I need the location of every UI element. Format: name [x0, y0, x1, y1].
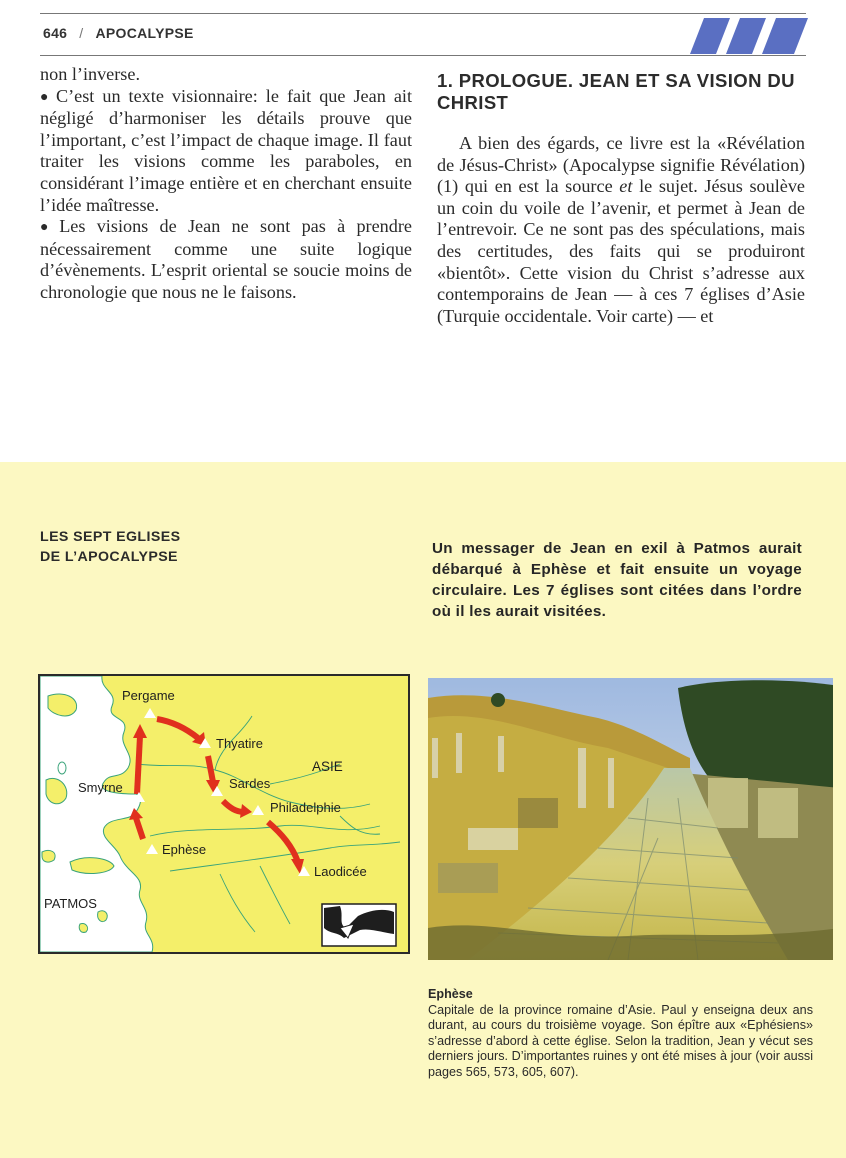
photo-caption [428, 987, 813, 1081]
island-6 [58, 762, 66, 774]
island-label-patmos: PATMOS [44, 896, 97, 911]
island-5 [79, 924, 87, 933]
feature-intro: Un messager de Jean en exil à Patmos aurait débarqué à Ephèse et fait ensuite un voyage circulaire. Les 7 églises sont citées dans l’ordre où il les aurait visitées. [432, 540, 802, 620]
inset-locator-map [322, 904, 396, 946]
city-label-smyrne: Smyrne [78, 780, 123, 795]
header-rule-top [40, 13, 806, 14]
island-patmos [98, 911, 108, 922]
photo-stone-block [468, 828, 518, 850]
header-stripes-decoration [690, 18, 808, 54]
marker-ephese [146, 844, 158, 854]
bullet-icon: ● [40, 220, 56, 236]
stripe-3 [762, 18, 808, 54]
photo-caption-title: Ephèse [428, 987, 473, 1001]
photo-caption-text: Capitale de la province romaine d’Asie. Paul y enseigna deux ans durant, au cours du troisième voyage. Son épître aux «Ephésiens» s’adresse d’abord à cette église. Selon la tradition, Jean y vécut ses derniers jours. D’importantes ruines y ont été mises à jour (voir aussi pages 565, 573, 605, 607). [428, 1002, 813, 1079]
city-label-sardes: Sardes [229, 776, 271, 791]
header-separator: / [79, 25, 84, 41]
page-number: 646 [43, 25, 68, 41]
right-column-text [437, 70, 805, 327]
city-label-pergame: Pergame [122, 688, 175, 703]
stripe-2 [726, 18, 766, 54]
continuation-line: non l’inverse. [40, 64, 141, 84]
feature-title: LES SEPT EGLISES DE L’APOCALYPSE [40, 529, 181, 565]
marker-philadelphie [252, 805, 264, 815]
left-column-text [40, 64, 412, 304]
running-header [43, 25, 194, 41]
header-rule-bottom [40, 55, 806, 56]
city-label-ephese: Ephèse [162, 842, 207, 857]
island-4 [42, 850, 55, 862]
prologue-paragraph: A bien des égards, ce livre est la «Révélation de Jésus-Christ» (Apocalypse signifie Révélation) (1) qui en est la source et le sujet. Jésus soulève un coin du voile de l’avenir, et permet à Jean de l’entrevoir. Ce ne sont pas des spéculations, mais des certitudes, des faits qui se produiront «bientôt». Cette vision du Christ s’adresse aux contemporains de Jean — à ces 7 églises d’Asie (Turquie occidentale. Voir carte) — et [437, 133, 805, 326]
section-title: APOCALYPSE [95, 25, 194, 41]
marker-pergame [144, 708, 156, 718]
ephesus-ruins-photo [428, 678, 840, 960]
bullet-paragraph-2: ● Les visions de Jean ne sont pas à prendre nécessairement comme une suite logique d’évènements. L’esprit oriental se soucie moins de chronologie que nous ne le faisons. [40, 216, 412, 302]
city-label-thyatire: Thyatire [216, 736, 263, 751]
city-markers [133, 708, 310, 876]
seven-churches-map [38, 674, 410, 954]
region-label-asie: ASIE [312, 759, 343, 774]
chapter-title: 1. PROLOGUE. JEAN ET SA VISION DU CHRIST [437, 70, 795, 113]
stripe-1 [690, 18, 730, 54]
city-label-philadelphie: Philadelphie [270, 800, 341, 815]
bullet-paragraph-1: ● C’est un texte visionnaire: le fait que Jean ait négligé d’harmoniser les détails prouve que l’important, c’est l’impact de chaque image. Il faut traiter les visions comme les paraboles, en considérant l’image entière et en cherchant ensuite l’idée maîtresse. [40, 85, 412, 215]
city-label-laodicee: Laodicée [314, 864, 367, 879]
bullet-icon: ● [40, 89, 52, 105]
